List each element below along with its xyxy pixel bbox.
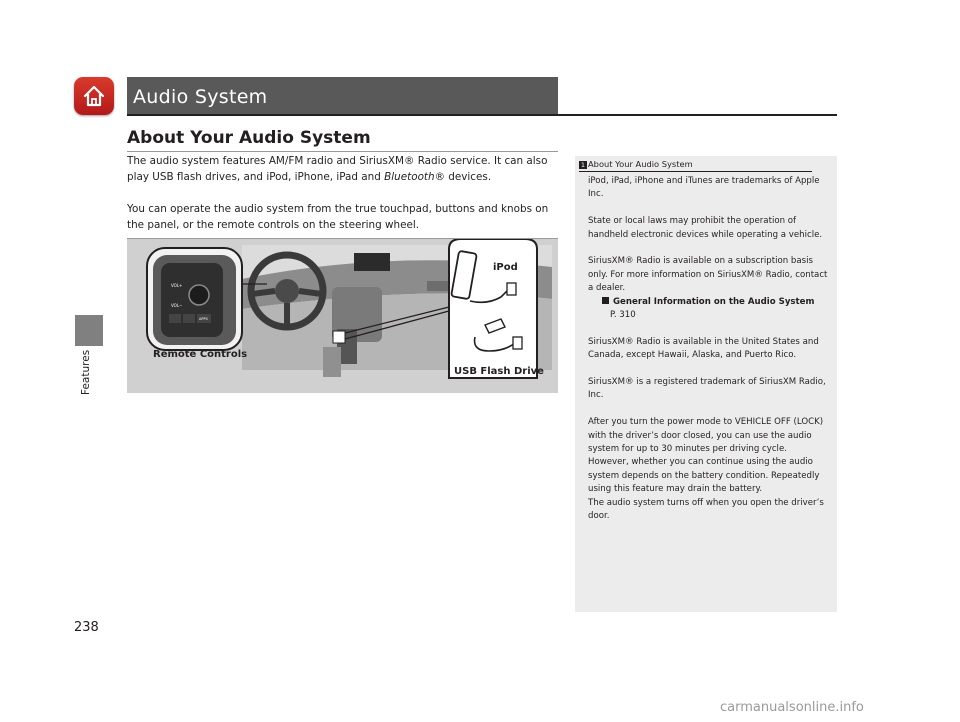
remote-controls-label: Remote Controls [153, 349, 248, 360]
cross-reference-page[interactable]: P. 310 [610, 310, 636, 321]
note-power-mode: After you turn the power mode to VEHICLE OFF (LOCK) with the driver’s door closed, you can use the audio system for up to 30 minutes per driving cycle. However, whether you can continue using the audio system depends on the battery condition. Repeatedly using this feature may drain the battery. [588, 417, 824, 495]
chapter-label: Features [80, 349, 92, 395]
cross-reference-link[interactable]: General Information on the Audio System [588, 296, 828, 309]
note-laws: State or local laws may prohibit the operation of handheld electronic devices while operating a vehicle. [588, 216, 823, 240]
section-divider [127, 114, 837, 116]
heading-divider [127, 151, 558, 152]
sidebar-heading: 1 About Your Audio System [580, 159, 693, 169]
audio-figure [127, 238, 558, 393]
intro-paragraph: The audio system features AM/FM radio and SiriusXM® Radio service. It can also play USB flash drives, and iPod, iPhone, iPad and Bluetooth® devices. [127, 155, 548, 183]
home-icon [82, 84, 106, 108]
note-marker-icon: 1 [580, 161, 586, 169]
sidebar-notes [575, 156, 837, 612]
section-header [127, 77, 558, 114]
note-trademark-siriusxm: SiriusXM® is a registered trademark of SiriusXM Radio, Inc. [588, 377, 826, 401]
usb-flash-drive-label: USB Flash Drive [454, 366, 544, 377]
svg-text:VOL−: VOL− [171, 303, 183, 308]
arrow-icon [602, 297, 609, 304]
note-subscription: SiriusXM® Radio is available on a subscription basis only. For more information on SiriusXM® Radio, contact a dealer. [588, 256, 828, 294]
home-button[interactable] [74, 77, 114, 115]
note-door: The audio system turns off when you open the driver’s door. [588, 497, 824, 522]
controls-paragraph: You can operate the audio system from the true touchpad, buttons and knobs on the panel, or the remote controls on the steering wheel. [127, 203, 549, 231]
sidebar-divider [579, 171, 812, 172]
note-availability: SiriusXM® Radio is available in the United States and Canada, except Hawaii, Alaska, and Puerto Rico. [588, 336, 819, 361]
section-title: Audio System [133, 86, 268, 108]
page-heading: About Your Audio System [127, 128, 371, 148]
note-trademark-apple: iPod, iPad, iPhone and iTunes are trademarks of Apple Inc. [588, 176, 820, 200]
ipod-label: iPod [493, 262, 518, 273]
page-number: 238 [74, 620, 99, 635]
svg-text:APPS: APPS [199, 317, 208, 321]
watermark: carmanualsonline.info [720, 700, 864, 715]
svg-text:VOL+: VOL+ [171, 283, 183, 288]
